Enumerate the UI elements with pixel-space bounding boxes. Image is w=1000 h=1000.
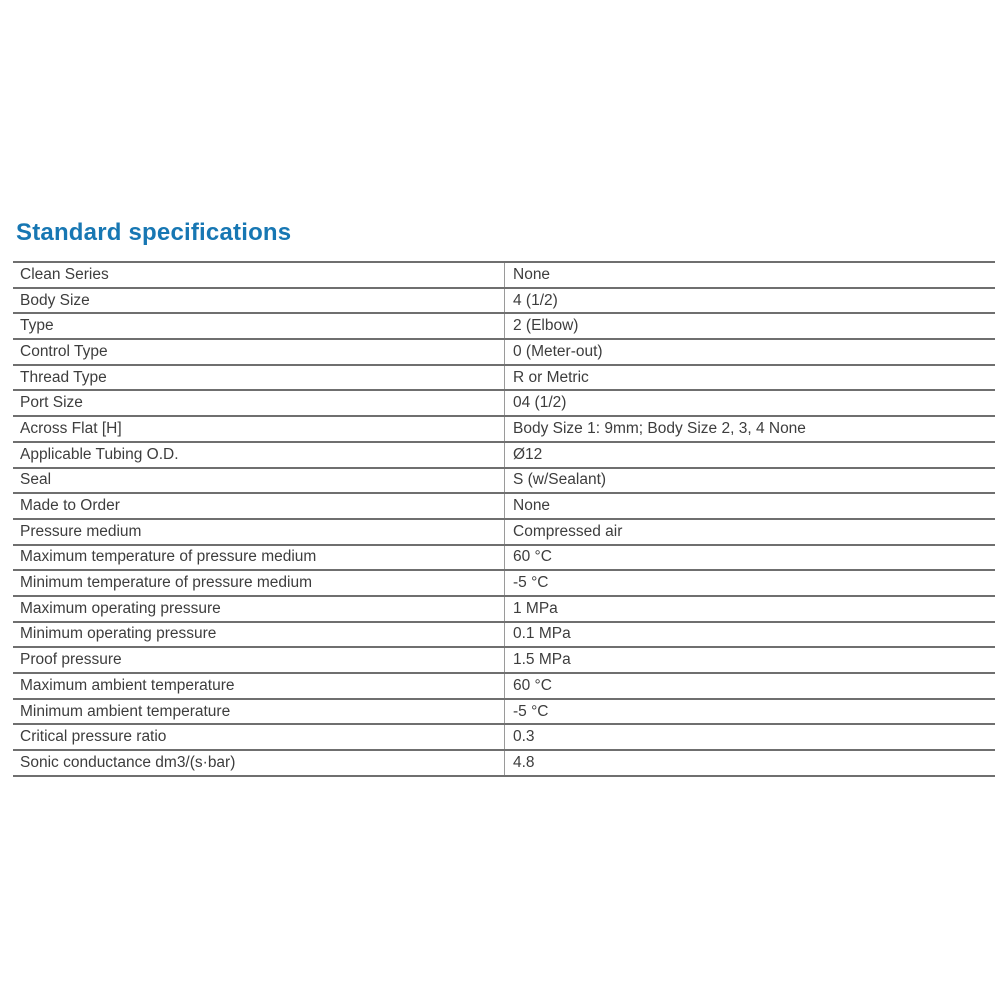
spec-value: 04 (1/2) (513, 394, 567, 412)
table-row (13, 263, 995, 289)
spec-value: 1.5 MPa (513, 651, 571, 669)
spec-value: Body Size 1: 9mm; Body Size 2, 3, 4 None (513, 419, 806, 437)
spec-label: Body Size (13, 289, 505, 313)
spec-value: None (513, 497, 551, 515)
table-row (13, 366, 995, 392)
spec-value: 60 °C (513, 676, 552, 694)
table-row (13, 751, 995, 777)
spec-label: Sonic conductance dm3/(s·bar) (13, 751, 505, 775)
spec-value: 0.3 (513, 728, 535, 746)
spec-value: 60 °C (513, 548, 552, 566)
spec-value: 4.8 (513, 753, 535, 771)
spec-label: Minimum ambient temperature (13, 700, 505, 724)
spec-value: 1 MPa (513, 599, 558, 617)
spec-label: Critical pressure ratio (13, 725, 505, 749)
spec-label: Proof pressure (13, 648, 505, 672)
table-row (13, 314, 995, 340)
spec-value: -5 °C (513, 574, 549, 592)
spec-label: Across Flat [H] (13, 417, 505, 441)
table-row (13, 571, 995, 597)
spec-value: 2 (Elbow) (513, 317, 579, 335)
spec-label: Minimum temperature of pressure medium (13, 571, 505, 595)
spec-value: Ø12 (513, 445, 543, 463)
spec-label: Type (13, 314, 505, 338)
table-row (13, 391, 995, 417)
spec-value: R or Metric (513, 368, 589, 386)
table-row (13, 469, 995, 495)
table-row (13, 520, 995, 546)
table-row (13, 623, 995, 649)
table-row (13, 494, 995, 520)
table-row (13, 443, 995, 469)
spec-label: Minimum operating pressure (13, 623, 505, 647)
spec-label: Port Size (13, 391, 505, 415)
table-row (13, 700, 995, 726)
spec-label: Maximum ambient temperature (13, 674, 505, 698)
spec-value: Compressed air (513, 522, 623, 540)
table-row (13, 417, 995, 443)
spec-label: Thread Type (13, 366, 505, 390)
table-row (13, 725, 995, 751)
page-title: Standard specifications (16, 219, 292, 246)
spec-label: Seal (13, 469, 505, 493)
table-row (13, 648, 995, 674)
table-row (13, 546, 995, 572)
spec-label: Pressure medium (13, 520, 505, 544)
spec-label: Made to Order (13, 494, 505, 518)
table-row (13, 597, 995, 623)
spec-value: 0.1 MPa (513, 625, 571, 643)
spec-value: 4 (1/2) (513, 291, 558, 309)
specifications-table (13, 261, 995, 777)
spec-label: Maximum temperature of pressure medium (13, 546, 505, 570)
table-row (13, 340, 995, 366)
spec-value: -5 °C (513, 702, 549, 720)
spec-label: Control Type (13, 340, 505, 364)
spec-value: 0 (Meter-out) (513, 342, 603, 360)
spec-value: None (513, 265, 551, 283)
spec-value: S (w/Sealant) (513, 471, 607, 489)
table-row (13, 674, 995, 700)
spec-label: Clean Series (13, 263, 505, 287)
spec-label: Applicable Tubing O.D. (13, 443, 505, 467)
spec-label: Maximum operating pressure (13, 597, 505, 621)
table-row (13, 289, 995, 315)
